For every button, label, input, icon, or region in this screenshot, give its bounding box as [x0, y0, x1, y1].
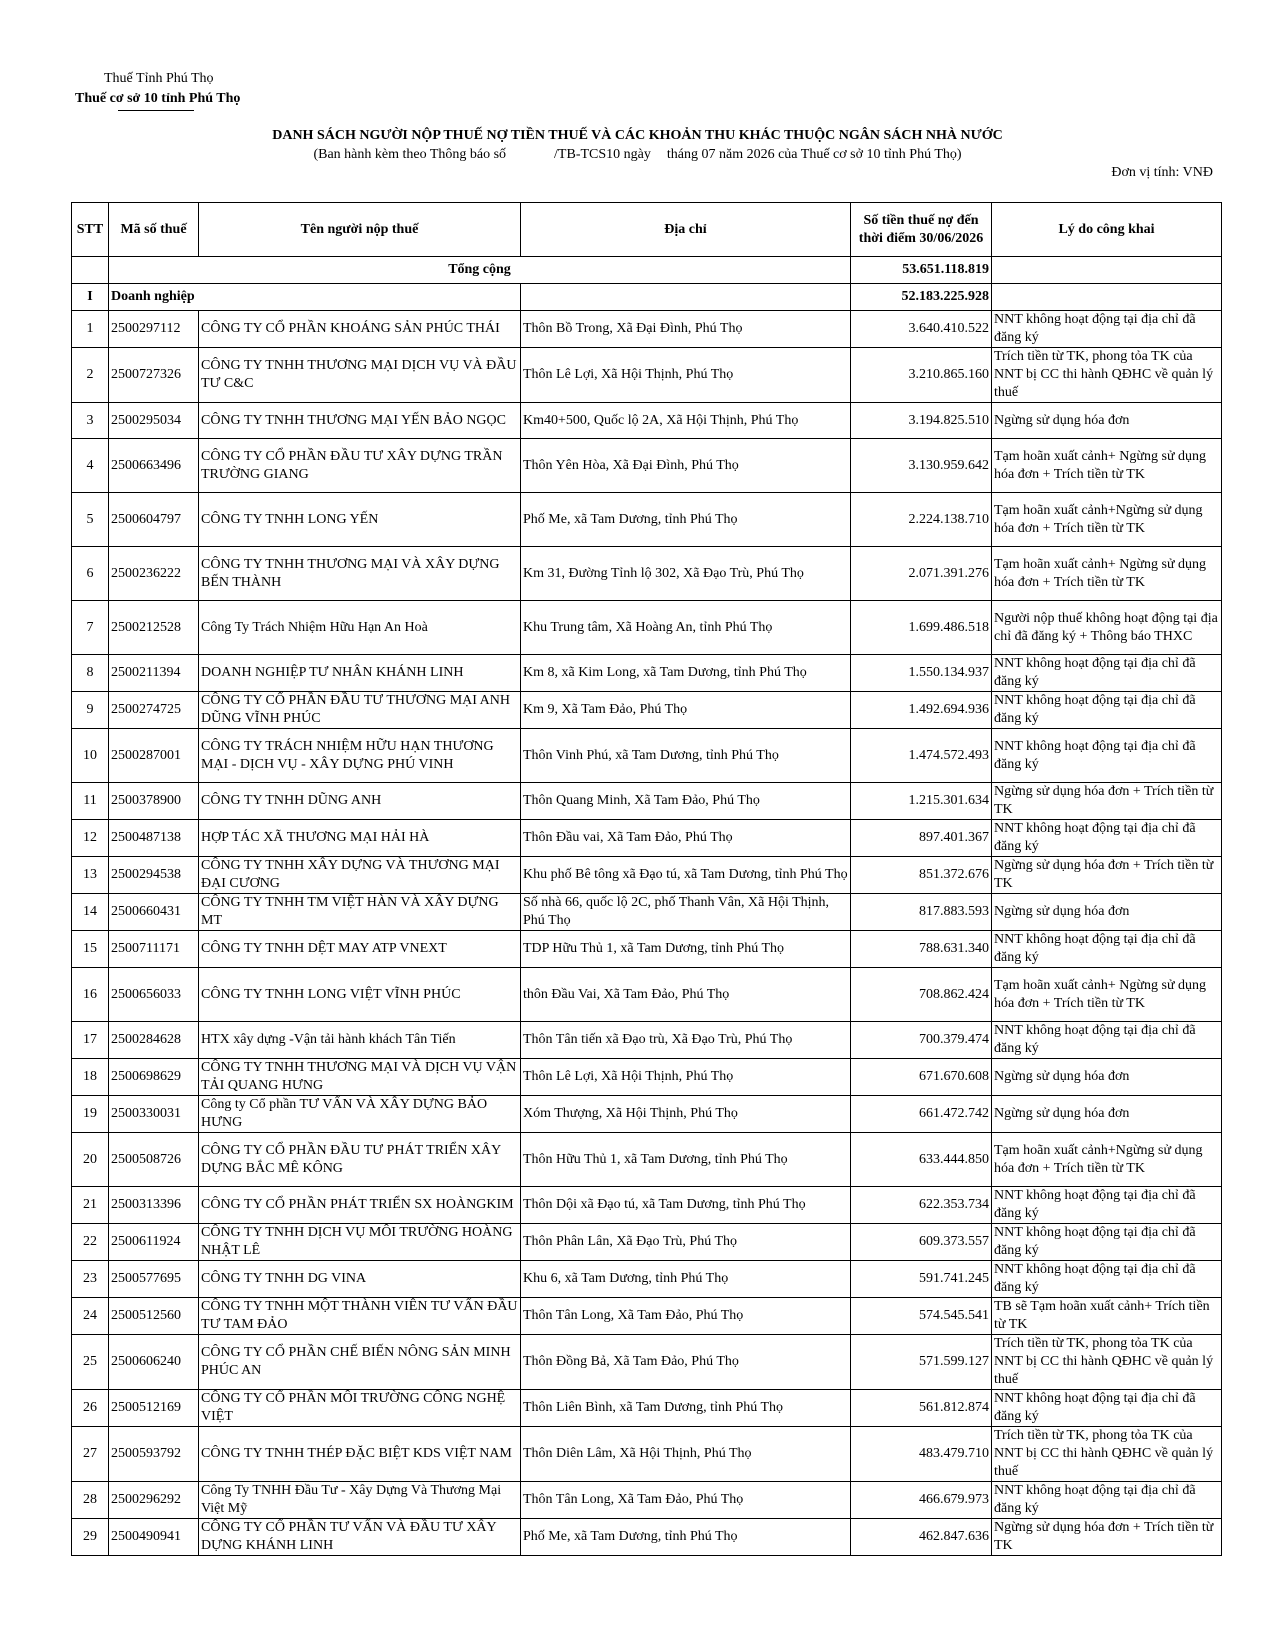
cell-reason: NNT không hoạt động tại địa chỉ đã đăng ký	[992, 655, 1222, 692]
table-row	[72, 655, 1222, 692]
cell-amount: 708.862.424	[851, 968, 992, 1022]
cell-amount: 633.444.850	[851, 1133, 992, 1187]
cell-address: Km 8, xã Kim Long, xã Tam Dương, tỉnh Phú Thọ	[521, 655, 851, 692]
cell-reason: Trích tiền từ TK, phong tỏa TK của NNT bị CC thi hành QĐHC về quản lý thuế	[992, 1427, 1222, 1482]
cell-reason: Tạm hoãn xuất cảnh+ Ngừng sử dụng hóa đơn + Trích tiền từ TK	[992, 968, 1222, 1022]
cell-tax-id: 2500656033	[109, 968, 199, 1022]
cell-address: Thôn Dội xã Đạo tú, xã Tam Dương, tỉnh Phú Thọ	[521, 1187, 851, 1224]
cell-reason: Ngừng sử dụng hóa đơn	[992, 1096, 1222, 1133]
cell-stt: 1	[72, 311, 109, 348]
cell-amount: 1.492.694.936	[851, 692, 992, 729]
cell-tax-id: 2500660431	[109, 894, 199, 931]
cell-taxpayer-name: CÔNG TY TNHH DŨNG ANH	[199, 783, 521, 820]
cell-address: Thôn Tân Long, Xã Tam Đảo, Phú Thọ	[521, 1298, 851, 1335]
cell-tax-id: 2500487138	[109, 820, 199, 857]
cell-tax-id: 2500490941	[109, 1519, 199, 1556]
total-reason-cell	[992, 257, 1222, 284]
cell-address: Thôn Vinh Phú, xã Tam Dương, tỉnh Phú Thọ	[521, 729, 851, 783]
cell-amount: 571.599.127	[851, 1335, 992, 1390]
cell-reason: Tạm hoãn xuất cảnh+ Ngừng sử dụng hóa đơn + Trích tiền từ TK	[992, 547, 1222, 601]
cell-stt: 8	[72, 655, 109, 692]
cell-reason: NNT không hoạt động tại địa chỉ đã đăng ký	[992, 729, 1222, 783]
cell-stt: 5	[72, 493, 109, 547]
cell-amount: 788.631.340	[851, 931, 992, 968]
table-row	[72, 601, 1222, 655]
cell-address: Thôn Yên Hòa, Xã Đại Đình, Phú Thọ	[521, 439, 851, 493]
cell-address: Số nhà 66, quốc lộ 2C, phố Thanh Vân, Xã Hội Thịnh, Phú Thọ	[521, 894, 851, 931]
cell-stt: 10	[72, 729, 109, 783]
cell-taxpayer-name: Công Ty Trách Nhiệm Hữu Hạn An Hoà	[199, 601, 521, 655]
total-amount: 53.651.118.819	[851, 257, 992, 284]
cell-amount: 483.479.710	[851, 1427, 992, 1482]
cell-taxpayer-name: CÔNG TY CỔ PHẦN ĐẦU TƯ XÂY DỰNG TRẦN TRƯỜNG GIANG	[199, 439, 521, 493]
cell-taxpayer-name: DOANH NGHIỆP TƯ NHÂN KHÁNH LINH	[199, 655, 521, 692]
cell-tax-id: 2500593792	[109, 1427, 199, 1482]
cell-amount: 1.474.572.493	[851, 729, 992, 783]
cell-reason: NNT không hoạt động tại địa chỉ đã đăng ký	[992, 311, 1222, 348]
cell-taxpayer-name: CÔNG TY TNHH THƯƠNG MẠI DỊCH VỤ VÀ ĐẦU TƯ C&C	[199, 348, 521, 403]
cell-address: Thôn Quang Minh, Xã Tam Đảo, Phú Thọ	[521, 783, 851, 820]
cell-amount: 622.353.734	[851, 1187, 992, 1224]
cell-address: Thôn Bồ Trong, Xã Đại Đình, Phú Thọ	[521, 311, 851, 348]
table-row	[72, 1096, 1222, 1133]
subtitle-part2: /TB-TCS10 ngày	[554, 147, 651, 162]
table-row	[72, 1390, 1222, 1427]
cell-address: Thôn Liên Bình, xã Tam Dương, tỉnh Phú Thọ	[521, 1390, 851, 1427]
cell-address: Km 31, Đường Tỉnh lộ 302, Xã Đạo Trù, Phú Thọ	[521, 547, 851, 601]
cell-taxpayer-name: CÔNG TY TNHH THÉP ĐẶC BIỆT KDS VIỆT NAM	[199, 1427, 521, 1482]
cell-reason: Tạm hoãn xuất cảnh+Ngừng sử dụng hóa đơn + Trích tiền từ TK	[992, 1133, 1222, 1187]
cell-address: Phố Me, xã Tam Dương, tỉnh Phú Thọ	[521, 493, 851, 547]
cell-reason: Ngừng sử dụng hóa đơn + Trích tiền từ TK	[992, 857, 1222, 894]
cell-amount: 3.194.825.510	[851, 403, 992, 439]
document-title: DANH SÁCH NGƯỜI NỘP THUẾ NỢ TIỀN THUẾ VÀ CÁC KHOẢN THU KHÁC THUỘC NGÂN SÁCH NHÀ NƯỚC	[272, 128, 1003, 143]
cell-tax-id: 2500211394	[109, 655, 199, 692]
cell-stt: 17	[72, 1022, 109, 1059]
cell-tax-id: 2500378900	[109, 783, 199, 820]
col-header-address: Địa chỉ	[521, 203, 851, 257]
cell-tax-id: 2500611924	[109, 1224, 199, 1261]
cell-stt: 28	[72, 1482, 109, 1519]
cell-reason: Trích tiền từ TK, phong tỏa TK của NNT bị CC thi hành QĐHC về quản lý thuế	[992, 1335, 1222, 1390]
cell-taxpayer-name: CÔNG TY TNHH THƯƠNG MẠI VÀ DỊCH VỤ VẬN TẢI QUANG HƯNG	[199, 1059, 521, 1096]
col-header-stt: STT	[72, 203, 109, 257]
table-row	[72, 1133, 1222, 1187]
cell-amount: 466.679.973	[851, 1482, 992, 1519]
cell-taxpayer-name: CÔNG TY TNHH LONG YẾN	[199, 493, 521, 547]
cell-taxpayer-name: CÔNG TY TNHH LONG VIỆT VĨNH PHÚC	[199, 968, 521, 1022]
cell-tax-id: 2500508726	[109, 1133, 199, 1187]
cell-address: thôn Đầu Vai, Xã Tam Đảo, Phú Thọ	[521, 968, 851, 1022]
table-row	[72, 1482, 1222, 1519]
group-amount: 52.183.225.928	[851, 284, 992, 311]
cell-reason: TB sẽ Tạm hoãn xuất cảnh+ Trích tiền từ TK	[992, 1298, 1222, 1335]
cell-taxpayer-name: CÔNG TY TNHH DG VINA	[199, 1261, 521, 1298]
cell-taxpayer-name: HỢP TÁC XÃ THƯƠNG MẠI HẢI HÀ	[199, 820, 521, 857]
cell-tax-id: 2500296292	[109, 1482, 199, 1519]
cell-address: Khu Trung tâm, Xã Hoàng An, tỉnh Phú Thọ	[521, 601, 851, 655]
cell-amount: 817.883.593	[851, 894, 992, 931]
cell-taxpayer-name: CÔNG TY TNHH THƯƠNG MẠI YẾN BẢO NGỌC	[199, 403, 521, 439]
cell-address: Thôn Tân Long, Xã Tam Đảo, Phú Thọ	[521, 1482, 851, 1519]
cell-tax-id: 2500287001	[109, 729, 199, 783]
cell-reason: Ngừng sử dụng hóa đơn + Trích tiền từ TK	[992, 1519, 1222, 1556]
subtitle-part1: (Ban hành kèm theo Thông báo số	[313, 147, 507, 162]
cell-amount: 851.372.676	[851, 857, 992, 894]
cell-reason: NNT không hoạt động tại địa chỉ đã đăng ký	[992, 1261, 1222, 1298]
agency-name: Thuế Tỉnh Phú Thọ	[104, 71, 214, 86]
cell-stt: 25	[72, 1335, 109, 1390]
cell-amount: 2.224.138.710	[851, 493, 992, 547]
table-row	[72, 403, 1222, 439]
table-row	[72, 820, 1222, 857]
cell-tax-id: 2500606240	[109, 1335, 199, 1390]
cell-taxpayer-name: CÔNG TY TNHH MỘT THÀNH VIÊN TƯ VẤN ĐẦU TƯ TAM ĐẢO	[199, 1298, 521, 1335]
table-row	[72, 1224, 1222, 1261]
cell-stt: 3	[72, 403, 109, 439]
cell-address: Phố Me, xã Tam Dương, tỉnh Phú Thọ	[521, 1519, 851, 1556]
cell-reason: NNT không hoạt động tại địa chỉ đã đăng ký	[992, 1482, 1222, 1519]
cell-amount: 3.130.959.642	[851, 439, 992, 493]
cell-tax-id: 2500330031	[109, 1096, 199, 1133]
cell-reason: Tạm hoãn xuất cảnh+ Ngừng sử dụng hóa đơn + Trích tiền từ TK	[992, 439, 1222, 493]
cell-taxpayer-name: CÔNG TY CỔ PHẦN KHOÁNG SẢN PHÚC THÁI	[199, 311, 521, 348]
cell-address: Km 9, Xã Tam Đảo, Phú Thọ	[521, 692, 851, 729]
cell-tax-id: 2500236222	[109, 547, 199, 601]
cell-reason: NNT không hoạt động tại địa chỉ đã đăng ký	[992, 820, 1222, 857]
cell-tax-id: 2500604797	[109, 493, 199, 547]
cell-taxpayer-name: CÔNG TY CỔ PHẦN ĐẦU TƯ PHÁT TRIỂN XÂY DỰNG BẮC MÊ KÔNG	[199, 1133, 521, 1187]
cell-tax-id: 2500274725	[109, 692, 199, 729]
cell-reason: NNT không hoạt động tại địa chỉ đã đăng ký	[992, 931, 1222, 968]
cell-tax-id: 2500297112	[109, 311, 199, 348]
cell-taxpayer-name: CÔNG TY TRÁCH NHIỆM HỮU HẠN THƯƠNG MẠI - DỊCH VỤ - XÂY DỰNG PHÚ VINH	[199, 729, 521, 783]
cell-tax-id: 2500313396	[109, 1187, 199, 1224]
cell-amount: 661.472.742	[851, 1096, 992, 1133]
cell-stt: 23	[72, 1261, 109, 1298]
table-row	[72, 348, 1222, 403]
col-header-amount: Số tiền thuế nợ đến thời điểm 30/06/2026	[851, 203, 992, 257]
total-stt-cell	[72, 257, 109, 284]
cell-address: TDP Hữu Thủ 1, xã Tam Dương, tỉnh Phú Thọ	[521, 931, 851, 968]
cell-amount: 1.215.301.634	[851, 783, 992, 820]
cell-amount: 2.071.391.276	[851, 547, 992, 601]
cell-tax-id: 2500727326	[109, 348, 199, 403]
cell-stt: 29	[72, 1519, 109, 1556]
cell-taxpayer-name: Công ty Cổ phần TƯ VẤN VÀ XÂY DỰNG BẢO HƯNG	[199, 1096, 521, 1133]
cell-stt: 27	[72, 1427, 109, 1482]
table-row	[72, 894, 1222, 931]
cell-stt: 9	[72, 692, 109, 729]
cell-amount: 561.812.874	[851, 1390, 992, 1427]
col-header-tax-id: Mã số thuế	[109, 203, 199, 257]
table-row	[72, 729, 1222, 783]
table-row	[72, 1298, 1222, 1335]
cell-address: Thôn Phân Lân, Xã Đạo Trù, Phú Thọ	[521, 1224, 851, 1261]
table-row	[72, 1022, 1222, 1059]
cell-taxpayer-name: CÔNG TY CỔ PHẦN CHẾ BIẾN NÔNG SẢN MINH PHÚC AN	[199, 1335, 521, 1390]
cell-reason: Người nộp thuế không hoạt động tại địa chỉ đã đăng ký + Thông báo THXC	[992, 601, 1222, 655]
cell-address: Thôn Hữu Thủ 1, xã Tam Dương, tỉnh Phú Thọ	[521, 1133, 851, 1187]
cell-address: Khu phố Bê tông xã Đạo tú, xã Tam Dương, tỉnh Phú Thọ	[521, 857, 851, 894]
cell-amount: 700.379.474	[851, 1022, 992, 1059]
subtitle-part3: tháng 07 năm 2026 của Thuế cơ sở 10 tỉnh Phú Thọ)	[666, 147, 962, 162]
table-row	[72, 1519, 1222, 1556]
cell-tax-id: 2500284628	[109, 1022, 199, 1059]
cell-reason: NNT không hoạt động tại địa chỉ đã đăng ký	[992, 1224, 1222, 1261]
cell-reason: Trích tiền từ TK, phong tỏa TK của NNT bị CC thi hành QĐHC về quản lý thuế	[992, 348, 1222, 403]
currency-unit: Đơn vị tính: VNĐ	[1111, 165, 1213, 180]
table-row	[72, 692, 1222, 729]
cell-stt: 22	[72, 1224, 109, 1261]
table-row	[72, 783, 1222, 820]
cell-stt: 7	[72, 601, 109, 655]
table-row	[72, 857, 1222, 894]
table-row	[72, 1261, 1222, 1298]
cell-reason: NNT không hoạt động tại địa chỉ đã đăng ký	[992, 692, 1222, 729]
cell-reason: NNT không hoạt động tại địa chỉ đã đăng ký	[992, 1390, 1222, 1427]
cell-amount: 897.401.367	[851, 820, 992, 857]
table-row	[72, 439, 1222, 493]
cell-stt: 2	[72, 348, 109, 403]
cell-tax-id: 2500711171	[109, 931, 199, 968]
cell-address: Thôn Đồng Bả, Xã Tam Đảo, Phú Thọ	[521, 1335, 851, 1390]
cell-address: Xóm Thượng, Xã Hội Thịnh, Phú Thọ	[521, 1096, 851, 1133]
table-row	[72, 1059, 1222, 1096]
table-row	[72, 1335, 1222, 1390]
cell-reason: Ngừng sử dụng hóa đơn	[992, 403, 1222, 439]
cell-tax-id: 2500295034	[109, 403, 199, 439]
cell-address: Thôn Lê Lợi, Xã Hội Thịnh, Phú Thọ	[521, 348, 851, 403]
cell-reason: Ngừng sử dụng hóa đơn	[992, 894, 1222, 931]
cell-amount: 3.210.865.160	[851, 348, 992, 403]
cell-stt: 11	[72, 783, 109, 820]
table-header-row	[72, 203, 1222, 257]
cell-taxpayer-name: CÔNG TY CỔ PHẦN TƯ VẤN VÀ ĐẦU TƯ XÂY DỰNG KHÁNH LINH	[199, 1519, 521, 1556]
table-row	[72, 968, 1222, 1022]
table-row	[72, 1187, 1222, 1224]
cell-taxpayer-name: CÔNG TY CỔ PHẦN PHÁT TRIỂN SX HOÀNGKIM	[199, 1187, 521, 1224]
taxpayer-debt-table	[71, 202, 1222, 1556]
cell-address: Thôn Lê Lợi, Xã Hội Thịnh, Phú Thọ	[521, 1059, 851, 1096]
cell-tax-id: 2500698629	[109, 1059, 199, 1096]
cell-stt: 4	[72, 439, 109, 493]
cell-taxpayer-name: CÔNG TY CỔ PHẦN ĐẦU TƯ THƯƠNG MẠI ANH DŨNG VĨNH PHÚC	[199, 692, 521, 729]
table-row	[72, 1427, 1222, 1482]
total-row	[72, 257, 1222, 284]
cell-amount: 1.699.486.518	[851, 601, 992, 655]
cell-address: Km40+500, Quốc lộ 2A, Xã Hội Thịnh, Phú Thọ	[521, 403, 851, 439]
cell-stt: 14	[72, 894, 109, 931]
cell-amount: 3.640.410.522	[851, 311, 992, 348]
cell-reason: Ngừng sử dụng hóa đơn + Trích tiền từ TK	[992, 783, 1222, 820]
cell-tax-id: 2500212528	[109, 601, 199, 655]
cell-amount: 609.373.557	[851, 1224, 992, 1261]
cell-stt: 19	[72, 1096, 109, 1133]
cell-taxpayer-name: CÔNG TY TNHH DỊCH VỤ MÔI TRƯỜNG HOÀNG NHẬT LÊ	[199, 1224, 521, 1261]
cell-stt: 12	[72, 820, 109, 857]
cell-reason: Ngừng sử dụng hóa đơn	[992, 1059, 1222, 1096]
cell-reason: NNT không hoạt động tại địa chỉ đã đăng ký	[992, 1022, 1222, 1059]
cell-taxpayer-name: Công Ty TNHH Đầu Tư - Xây Dựng Và Thương Mại Việt Mỹ	[199, 1482, 521, 1519]
col-header-name: Tên người nộp thuế	[199, 203, 521, 257]
table-row	[72, 547, 1222, 601]
cell-taxpayer-name: CÔNG TY TNHH TM VIỆT HÀN VÀ XÂY DỰNG MT	[199, 894, 521, 931]
cell-stt: 26	[72, 1390, 109, 1427]
table-row	[72, 311, 1222, 348]
office-name: Thuế cơ sở 10 tỉnh Phú Thọ	[75, 91, 241, 106]
cell-taxpayer-name: CÔNG TY TNHH THƯƠNG MẠI VÀ XÂY DỰNG BẾN THÀNH	[199, 547, 521, 601]
total-label: Tổng cộng	[109, 257, 851, 284]
cell-stt: 21	[72, 1187, 109, 1224]
cell-address: Khu 6, xã Tam Dương, tỉnh Phú Thọ	[521, 1261, 851, 1298]
group-row	[72, 284, 1222, 311]
document-subtitle	[0, 147, 1275, 163]
cell-reason: NNT không hoạt động tại địa chỉ đã đăng ký	[992, 1187, 1222, 1224]
table-row	[72, 493, 1222, 547]
cell-amount: 462.847.636	[851, 1519, 992, 1556]
header-underline	[118, 110, 194, 111]
cell-address: Thôn Diên Lâm, Xã Hội Thịnh, Phú Thọ	[521, 1427, 851, 1482]
table-row	[72, 931, 1222, 968]
cell-amount: 671.670.608	[851, 1059, 992, 1096]
cell-tax-id: 2500294538	[109, 857, 199, 894]
cell-reason: Tạm hoãn xuất cảnh+Ngừng sử dụng hóa đơn + Trích tiền từ TK	[992, 493, 1222, 547]
cell-stt: 15	[72, 931, 109, 968]
cell-amount: 574.545.541	[851, 1298, 992, 1335]
cell-taxpayer-name: CÔNG TY TNHH DỆT MAY ATP VNEXT	[199, 931, 521, 968]
cell-address: Thôn Tân tiến xã Đạo trù, Xã Đạo Trù, Phú Thọ	[521, 1022, 851, 1059]
col-header-reason: Lý do công khai	[992, 203, 1222, 257]
cell-stt: 18	[72, 1059, 109, 1096]
group-label: Doanh nghiệp	[109, 284, 521, 311]
cell-amount: 591.741.245	[851, 1261, 992, 1298]
cell-stt: 16	[72, 968, 109, 1022]
cell-stt: 20	[72, 1133, 109, 1187]
group-address-cell	[521, 284, 851, 311]
group-reason-cell	[992, 284, 1222, 311]
cell-taxpayer-name: CÔNG TY TNHH XÂY DỰNG VÀ THƯƠNG MẠI ĐẠI CƯƠNG	[199, 857, 521, 894]
cell-tax-id: 2500512560	[109, 1298, 199, 1335]
cell-tax-id: 2500577695	[109, 1261, 199, 1298]
cell-address: Thôn Đầu vai, Xã Tam Đảo, Phú Thọ	[521, 820, 851, 857]
cell-taxpayer-name: HTX xây dựng -Vận tải hành khách Tân Tiến	[199, 1022, 521, 1059]
cell-stt: 24	[72, 1298, 109, 1335]
cell-tax-id: 2500512169	[109, 1390, 199, 1427]
cell-amount: 1.550.134.937	[851, 655, 992, 692]
cell-stt: 6	[72, 547, 109, 601]
group-index: I	[72, 284, 109, 311]
cell-stt: 13	[72, 857, 109, 894]
cell-taxpayer-name: CÔNG TY CỔ PHẦN MÔI TRƯỜNG CÔNG NGHỆ VIỆT	[199, 1390, 521, 1427]
cell-tax-id: 2500663496	[109, 439, 199, 493]
